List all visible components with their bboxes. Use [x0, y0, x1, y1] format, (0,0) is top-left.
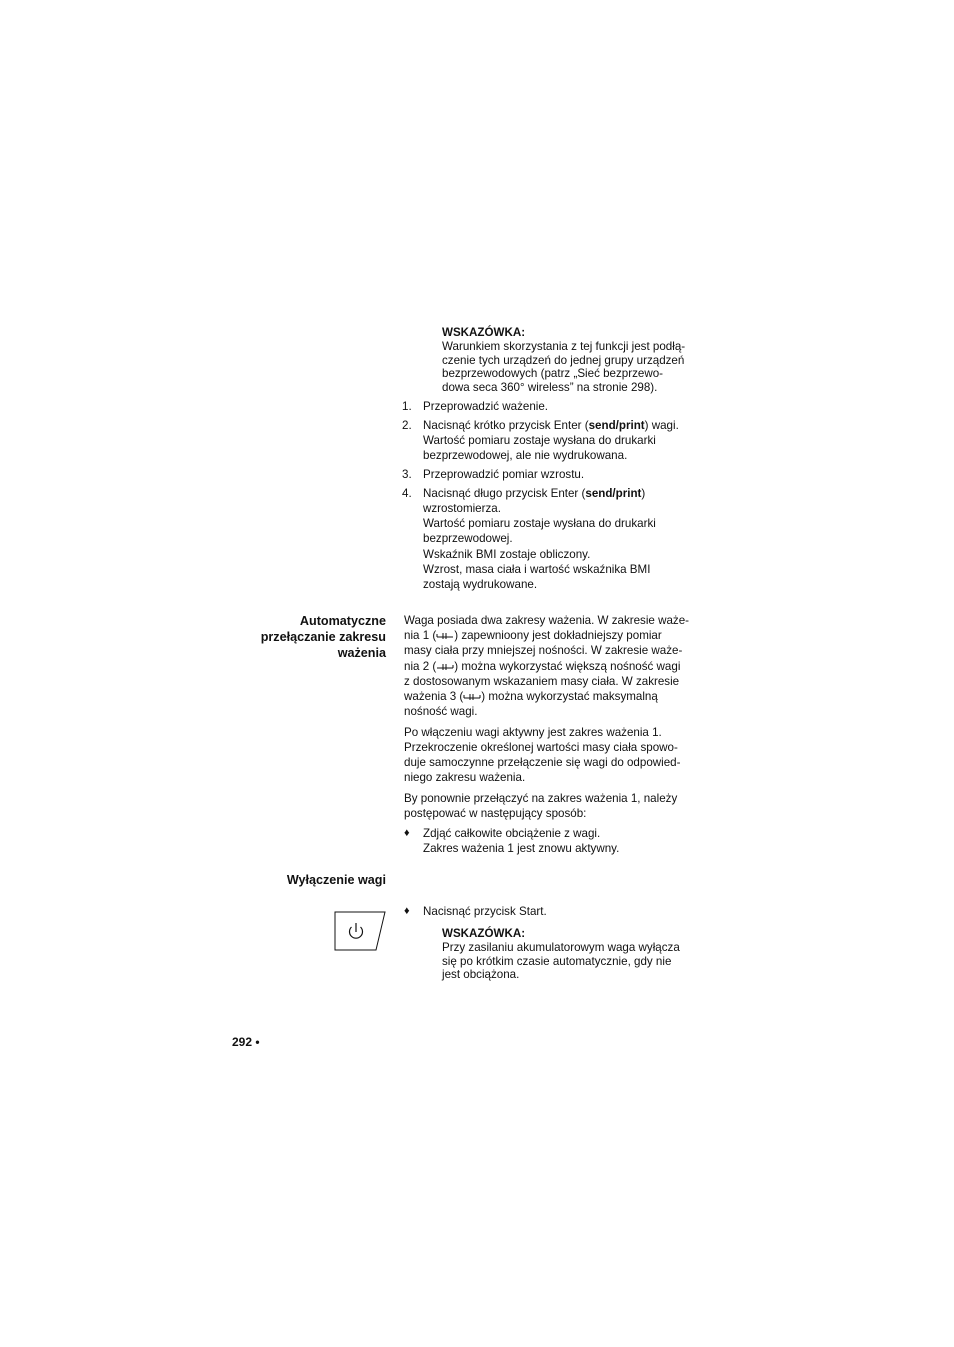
- button-name: send/print: [588, 418, 645, 432]
- note-box-1: [442, 326, 692, 394]
- section-body-auto-range: [404, 613, 694, 857]
- text-line: ) można wykorzystać maksymalną: [481, 690, 658, 704]
- section-heading-auto-range: [220, 613, 386, 661]
- step-1: [402, 399, 692, 414]
- step-result: zostają wydrukowane.: [423, 578, 538, 592]
- step-result: Wskaźnik BMI zostaje obliczony.: [423, 547, 591, 561]
- step-2: [402, 418, 692, 464]
- note-line: Warunkiem skorzystania z tej funkcji jest podłą-: [442, 340, 686, 353]
- text-line: nia 1 (: [404, 629, 437, 643]
- text-line: duje samoczynne przełączenie się wagi do odpowied-: [404, 756, 681, 770]
- text-line: nia 2 (: [404, 659, 437, 673]
- bullet-item: [404, 826, 694, 856]
- diamond-bullet-icon: ♦: [404, 905, 410, 917]
- step-4: [402, 486, 692, 592]
- text-line: ) można wykorzystać większą nośność wagi: [454, 659, 681, 673]
- text-line: Waga posiada dwa zakresy ważenia. W zakresie waże-: [404, 614, 690, 627]
- button-name: send/print: [585, 486, 642, 500]
- section-heading-switch-off: [220, 872, 386, 888]
- note-line: bezprzewodowych (patrz „Sieć bezprzewo-: [442, 367, 664, 381]
- step-text: Przeprowadzić ważenie.: [423, 400, 549, 413]
- text-line: nośność wagi.: [404, 705, 478, 719]
- weighing-range-2-icon: [436, 662, 454, 672]
- step-3: [402, 467, 692, 482]
- note-line: czenie tych urządzeń do jednej grupy urządzeń: [442, 353, 685, 367]
- bullet-result: Zakres ważenia 1 jest znowu aktywny.: [423, 842, 620, 856]
- step-text: ) wagi.: [644, 418, 679, 432]
- bullet-text: Nacisnąć przycisk Start.: [423, 905, 547, 918]
- step-text: Nacisnąć krótko przycisk Enter (: [423, 418, 589, 432]
- section-body-switch-off: [404, 904, 694, 919]
- power-button-icon: [334, 911, 386, 951]
- text-line: Przekroczenie określonej wartości masy ciała spowo-: [404, 740, 678, 754]
- paragraph-auto-switch: [404, 725, 694, 786]
- step-result: Wartość pomiaru zostaje wysłana do drukarki: [423, 517, 656, 531]
- step-text: Nacisnąć długo przycisk Enter (: [423, 486, 586, 500]
- step-number: 1.: [402, 400, 412, 413]
- note-title: WSKAZÓWKA:: [442, 326, 526, 339]
- heading-line: Automatyczne: [299, 614, 386, 628]
- note-line: Przy zasilaniu akumulatorowym waga wyłącza: [442, 941, 680, 954]
- text-line: By ponownie przełączyć na zakres ważenia 1, należy: [404, 791, 678, 805]
- text-line: z dostosowanym wskazaniem masy ciała. W zakresie: [404, 674, 680, 688]
- text-line: ) zapewnioony jest dokładniejszy pomiar: [454, 629, 662, 643]
- text-line: niego zakresu ważenia.: [404, 771, 526, 785]
- numbered-steps: [402, 399, 692, 596]
- heading-line: Wyłączenie wagi: [286, 873, 386, 887]
- note-body: [442, 941, 692, 982]
- note-body: [442, 340, 692, 394]
- note-line: dowa seca 360° wireless” na stronie 298).: [442, 380, 658, 394]
- note-title: WSKAZÓWKA:: [442, 927, 526, 940]
- weighing-range-3-icon: [463, 692, 481, 702]
- text-line: masy ciała przy mniejszej nośności. W zakresie waże-: [404, 644, 683, 658]
- bullet-item: [404, 904, 694, 919]
- diamond-bullet-icon: ♦: [404, 827, 410, 840]
- text-line: Po włączeniu wagi aktywny jest zakres ważenia 1.: [404, 725, 662, 739]
- note-line: jest obciążona.: [442, 968, 520, 982]
- note-line: się po krótkim czasie automatycznie, gdy nie: [442, 954, 672, 968]
- step-number: 4.: [402, 486, 412, 500]
- step-text: Przeprowadzić pomiar wzrostu.: [423, 468, 585, 481]
- heading-line: przełączanie zakresu: [260, 630, 386, 644]
- note-box-2: [442, 927, 692, 982]
- step-result: bezprzewodowej.: [423, 532, 513, 546]
- step-result: wzrostomierza.: [423, 502, 501, 515]
- text-line: ważenia 3 (: [404, 690, 464, 704]
- step-result: Wartość pomiaru zostaje wysłana do drukarki: [423, 434, 656, 447]
- text-line: postępować w następujący sposób:: [404, 806, 587, 820]
- heading-line: ważenia: [337, 646, 386, 660]
- step-text: ): [641, 486, 646, 500]
- step-result: Wzrost, masa ciała i wartość wskaźnika BMI: [423, 562, 651, 576]
- step-result: bezprzewodowej, ale nie wydrukowana.: [423, 449, 628, 463]
- bullet-text: Zdjąć całkowite obciążenie z wagi.: [423, 827, 601, 841]
- page-number: 292 •: [232, 1035, 260, 1049]
- weighing-range-1-icon: [436, 631, 454, 641]
- paragraph-ranges: [404, 613, 694, 719]
- step-number: 2.: [402, 418, 412, 432]
- step-number: 3.: [402, 468, 412, 481]
- paragraph-switch-back: [404, 791, 694, 821]
